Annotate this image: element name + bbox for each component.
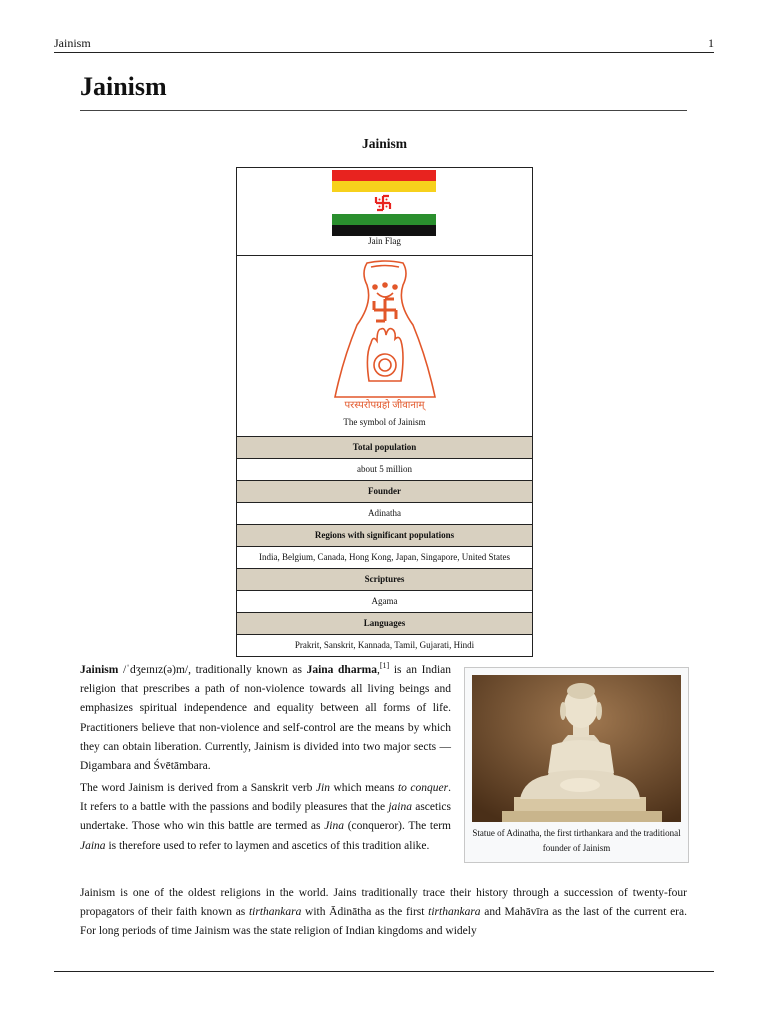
etymology-text-2: which means <box>329 782 398 794</box>
jain-flag-image <box>332 170 436 236</box>
infobox-label-founder: Founder <box>237 481 532 503</box>
pronunciation-text: /ˈdʒeɪnɪz(ə)m/, traditionally known as <box>118 664 307 676</box>
etymology-text-6: is therefore used to refer to laymen and ascetics of this tradition alike. <box>105 839 430 852</box>
etymology-text-5: (conqueror). The term <box>344 820 451 833</box>
figure-caption: Statue of Adinatha, the first tirthankara and the traditional founder of Jainism <box>472 828 681 853</box>
flag-red-band <box>332 170 436 181</box>
flag-caption: Jain Flag <box>368 236 401 246</box>
infobox-caption: Jainism <box>361 136 407 151</box>
term-jaina: jaina <box>388 801 412 814</box>
infobox <box>236 167 533 657</box>
term-jaina-dharma: Jaina dharma <box>306 664 378 676</box>
title-divider <box>80 110 687 111</box>
page-title: Jainism <box>80 72 167 101</box>
infobox-value-total-population: about 5 million <box>237 459 532 481</box>
flag-green-band <box>332 214 436 225</box>
flag-black-band <box>332 225 436 236</box>
symbol-caption: The symbol of Jainism <box>343 417 426 427</box>
footer-divider <box>54 971 714 972</box>
infobox-label-scriptures: Scriptures <box>237 569 532 591</box>
running-header <box>54 36 714 50</box>
infobox-value-regions: India, Belgium, Canada, Hong Kong, Japan, Singapore, United States <box>237 547 532 569</box>
infobox-label-languages: Languages <box>237 613 532 635</box>
flag-yellow-band <box>332 181 436 192</box>
etymology-paragraph <box>80 779 451 856</box>
statue-image <box>472 675 681 822</box>
term-jaina-2: Jaina <box>80 839 106 852</box>
adinatha-figure <box>464 667 689 863</box>
swastika-icon <box>372 192 394 214</box>
etymology-text-1: The word Jainism is derived from a Sanskrit verb <box>80 782 316 794</box>
intro-text: is an Indian religion that prescribes a path of non-violence towards all living beings and emphasizes spiritual independence and equality between all forms of life. Practitioners believe that non-violence and self-control are the means by which they can obtain liberation. Currently, Jainism is divided into two major sects —Digambara and Śvētāmbara. <box>80 664 451 773</box>
etymology-text-3: . It refers to a battle with the passions and bodily pleasures that the <box>80 782 451 814</box>
term-tirthankara: tirthankara <box>248 906 302 919</box>
etymology-text-4: ascetics undertake. Those who win this battle are termed as <box>80 801 451 833</box>
reference-link[interactable]: [1] <box>379 661 390 671</box>
term-tirthankara-2: tirthankara <box>428 906 481 919</box>
intro-paragraph: Jainism /ˈdʒeɪnɪz(ə)m/, traditionally known as Jaina dharma,[1] is an Indian religion that prescribes a path of non-violence towards all living beings and emphasizes spiritual independence and equality between all forms of life. Practitioners believe that non-violence and self-control are the means by which they can obtain liberation. Currently, Jainism is divided into two major sects —Digambara and Śvētāmbara. <box>80 661 451 773</box>
term-jina: Jina <box>324 820 344 833</box>
infobox-label-total-population: Total population <box>237 437 532 459</box>
term-jainism: Jainism <box>80 664 119 676</box>
symbol-motto: परस्परोपग्रहो जीवानाम् <box>344 400 425 411</box>
jain-symbol-image <box>331 259 439 417</box>
infobox-symbol-cell <box>237 256 532 437</box>
infobox-flag-cell <box>237 168 532 256</box>
page-number: 1 <box>708 36 714 50</box>
infobox-label-regions: Regions with significant populations <box>237 525 532 547</box>
history-text-2: with Ādinātha as the first <box>301 906 429 919</box>
history-text-3: and Mahāvīra as the last of the current era. For long periods of time Jainism was the state religion of Indian kingdoms and widely <box>80 906 687 938</box>
term-jin: Jin <box>315 782 330 794</box>
infobox-value-scriptures: Agama <box>237 591 532 613</box>
history-paragraph <box>80 884 687 942</box>
infobox-value-founder: Adinatha <box>237 503 532 525</box>
running-title: Jainism <box>54 36 91 50</box>
term-to-conquer: to conquer <box>397 782 449 794</box>
header-divider <box>54 52 714 53</box>
history-text-1: Jainism is one of the oldest religions in the world. Jains traditionally trace their history through a succession of twenty-four propagators of their faith known as <box>80 887 687 919</box>
adinatha-statue-photo <box>472 675 681 822</box>
infobox-value-languages: Prakrit, Sanskrit, Kannada, Tamil, Gujarati, Hindi <box>294 640 475 650</box>
